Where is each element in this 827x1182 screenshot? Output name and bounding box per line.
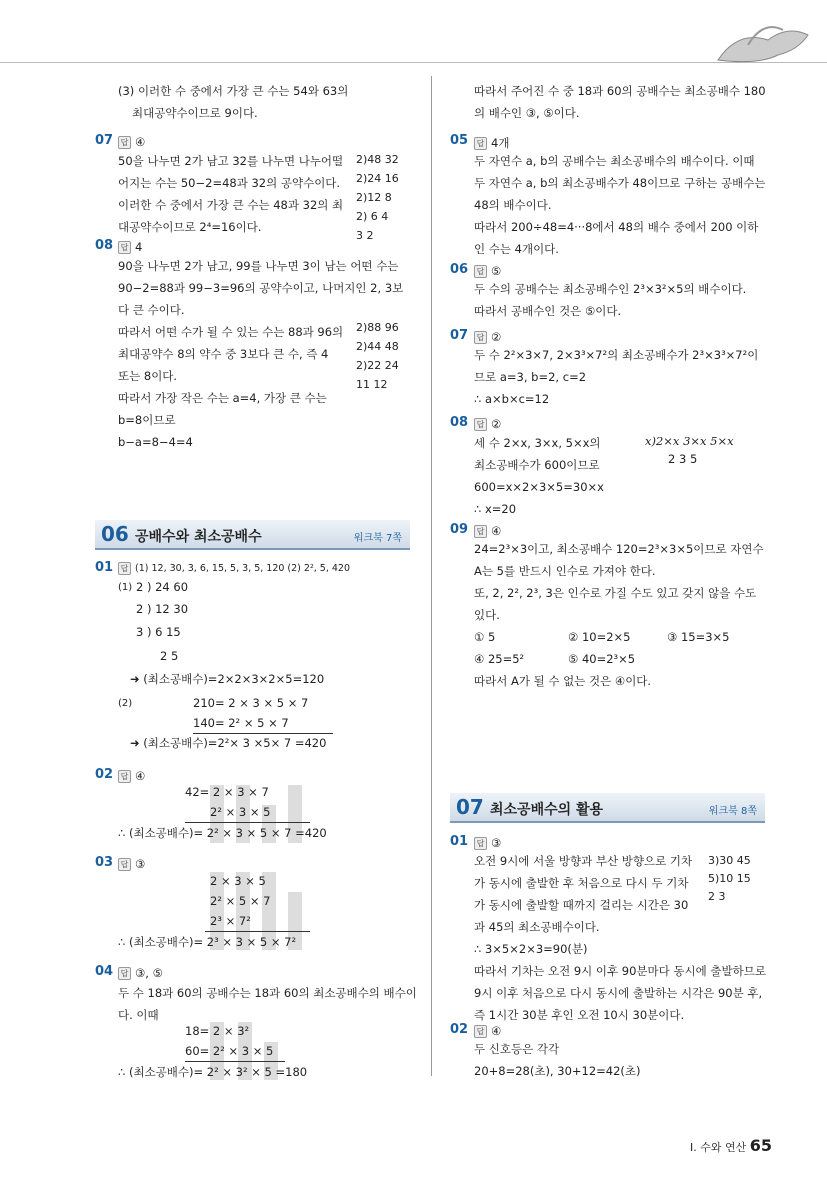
s06-q02-eq2: 2² × 3 × 5 <box>210 805 271 819</box>
q07-division: 2)48 32 2)24 16 2)12 8 2) 6 4 3 2 <box>356 153 399 242</box>
r-q09-options-a: ① 5 ④ 25=5² <box>474 630 525 666</box>
s06-q04-eq1: 18= 2 × 3² <box>185 1024 250 1038</box>
s06-q02-number: 02 <box>95 767 114 782</box>
r-q07-number: 07 <box>450 328 469 343</box>
s07-q01-number: 01 <box>450 834 469 849</box>
r-q06-answer: 답 ⑤ <box>474 264 501 278</box>
s06-q04-result: ∴ (최소공배수)= 2² × 3² × 5 =180 <box>118 1065 308 1079</box>
q07-answer: 답 ④ <box>118 135 145 149</box>
s06-q04-line1: 두 수 18과 60의 공배수는 18과 60의 최소공배수의 배수이 <box>118 986 417 1000</box>
dragon-logo-icon <box>708 20 818 70</box>
s06-q01-sub1: (1) <box>118 582 133 593</box>
q08-answer: 답 4 <box>118 240 142 254</box>
q08-number: 08 <box>95 238 114 253</box>
left-p3: (3) 이러한 수 중에서 가장 큰 수는 54와 63의 <box>118 84 349 98</box>
header-band <box>0 0 827 60</box>
s06-q04-answer: 답 ③, ⑤ <box>118 966 163 980</box>
r-q05-body: 두 자연수 a, b의 공배수는 최소공배수의 배수이다. 이때 두 자연수 a, b의 최소공배수가 48이므로 구하는 공배수는 48의 배수이다. 따라서 200÷48=4···8에서 48의 배수 중에서 200 이하 인 수는 4개이다. <box>474 154 766 256</box>
s07-q01-division: 3)30 45 5)10 15 2 3 <box>708 854 751 903</box>
s07-q01-answer: 답 ③ <box>474 836 501 850</box>
r-q09-options-c: ③ 15=3×5 <box>667 630 730 644</box>
r-q08-body: 세 수 2×x, 3×x, 5×x의 최소공배수가 600이므로 600=x×2×3×5=30×x ∴ x=20 <box>474 436 604 516</box>
r-q05-number: 05 <box>450 133 469 148</box>
r-q07-body: 두 수 2²×3×7, 2×3³×7²의 최소공배수가 2³×3³×7²이 므로 a=3, b=2, c=2 ∴ a×b×c=12 <box>474 348 759 406</box>
s06-q01-result2: ➜ (최소공배수)=2²× 3 ×5× 7 =420 <box>130 736 327 750</box>
r-q06-number: 06 <box>450 262 469 277</box>
s06-q03-rule <box>205 931 310 932</box>
left-p3b: 최대공약수이므로 9이다. <box>132 106 258 120</box>
q07-body: 50을 나누면 2가 남고 32를 나누면 나누어떨 어지는 수는 50−2=48과 32의 공약수이다. 이러한 수 중에서 가장 큰 수는 48과 32의 최 대공약수이므로 2⁴=16이다. <box>118 154 344 234</box>
r-q08-answer: 답 ② <box>474 417 501 431</box>
s06-q03-eq2: 2² × 5 × 7 <box>210 894 271 908</box>
q08-division: 2)88 96 2)44 48 2)22 24 11 12 <box>356 321 399 391</box>
s06-q03-eq3: 2³ × 7² <box>210 914 251 928</box>
s06-q01-row2: 2 ) 12 30 <box>136 602 189 616</box>
s06-q03-result: ∴ (최소공배수)= 2³ × 3 × 5 × 7² <box>118 935 297 949</box>
s06-q03-answer: 답 ③ <box>118 857 145 871</box>
column-divider <box>431 76 432 1076</box>
r-q09-options-b: ② 10=2×5 ⑤ 40=2³×5 <box>568 630 636 666</box>
s06-q01-number: 01 <box>95 560 114 575</box>
s07-q02-answer: 답 ④ <box>474 1024 501 1038</box>
r-q09-number: 09 <box>450 522 469 537</box>
r-q09-answer: 답 ④ <box>474 524 501 538</box>
s06-q04-rule <box>185 1061 285 1062</box>
s06-q01-result1: ➜ (최소공배수)=2×2×3×2×5=120 <box>130 672 325 686</box>
r-q06-body: 두 수의 공배수는 최소공배수인 2³×3²×5의 배수이다. 따라서 공배수인 것은 ⑤이다. <box>474 282 747 318</box>
s06-q04-line2: 다. 이때 <box>118 1008 159 1022</box>
r-q09-body: 24=2³×3이고, 최소공배수 120=2³×3×5이므로 자연수 A는 5를 반드시 인수로 가져야 한다. 또, 2, 2², 2³, 3은 인수로 가질 수도 있고 갖지 않을 수도 있다. <box>474 542 764 622</box>
r-q08-division1: x)2×x 3×x 5×x <box>645 434 734 448</box>
s07-q02-body: 두 신호등은 각각 20+8=28(초), 30+12=42(초) <box>474 1042 641 1078</box>
r-q08-number: 08 <box>450 415 469 430</box>
s06-q02-rule <box>185 822 310 823</box>
page-footer <box>690 1136 772 1155</box>
s06-q01-eq1: 210= 2 × 3 × 5 × 7 <box>193 696 309 710</box>
r-q07-answer: 답 ② <box>474 330 501 344</box>
s07-q01-body: 오전 9시에 서울 방향과 부산 방향으로 기차 가 동시에 출발한 후 처음으로 다시 두 기차 가 동시에 출발할 때까지 걸리는 시간은 30 과 45의 최소공배수이다. ∴ 3×5×2×3=90(분) 따라서 기차는 오전 9시 이후 90분마다 동시에 출발하므로 9시 이후 처음으로 다시 동시에 출발하는 시각은 90분 후, 즉 1시간 30분 후인 오전 10시 30분이다. <box>474 854 766 1022</box>
s06-q01-sub2: (2) <box>118 698 133 709</box>
q08-body: 90을 나누면 2가 남고, 99를 나누면 3이 남는 어떤 수는 90−2=88과 99−3=96의 공약수이고, 나머지인 2, 3보 다 큰 수이다. 따라서 어떤 수가 될 수 있는 수는 88과 96의 최대공약수 8의 약수 중 3보다 큰 수, 즉 4 또는 8이다. 따라서 가장 작은 수는 a=4, 가장 큰 수는 b=8이므로 b−a=8−4=4 <box>118 259 404 449</box>
section-06-header: 06 공배수와 최소공배수 워크북 7쪽 <box>95 520 410 550</box>
s06-q01-answer: 답 (1) 12, 30, 3, 6, 15, 5, 3, 5, 120 (2) 2², 5, 420 <box>118 562 350 575</box>
s06-q01-row4: 2 5 <box>160 649 179 663</box>
s06-q02-answer: 답 ④ <box>118 769 145 783</box>
s06-q01-row1: 2 ) 24 60 <box>136 580 189 594</box>
section-07-header: 07 최소공배수의 활용 워크북 8쪽 <box>450 793 765 823</box>
s06-q02-eq1: 42= 2 × 3 × 7 <box>185 785 269 799</box>
r-q09-conclusion: 따라서 A가 될 수 없는 것은 ④이다. <box>474 674 652 688</box>
page-number: 65 <box>749 1136 773 1155</box>
s06-q01-row3: 3 ) 6 15 <box>136 625 181 639</box>
s06-q04-number: 04 <box>95 964 114 979</box>
r-q08-division2: 2 3 5 <box>668 452 698 466</box>
s06-q03-eq1: 2 × 3 × 5 <box>210 874 266 888</box>
s06-q01-eq2: 140= 2² × 5 × 7 <box>193 716 289 730</box>
s06-q02-result: ∴ (최소공배수)= 2² × 3 × 5 × 7 =420 <box>118 826 327 840</box>
r-q05-answer: 답 4개 <box>474 135 509 151</box>
s07-q02-number: 02 <box>450 1022 469 1037</box>
q07-number: 07 <box>95 133 114 148</box>
right-top: 따라서 주어진 수 중 18과 60의 공배수는 최소공배수 180 의 배수인 ③, ⑤이다. <box>474 84 766 120</box>
s06-q03-number: 03 <box>95 855 114 870</box>
chapter-label: I. 수와 연산 <box>690 1141 747 1154</box>
s06-q04-eq2: 60= 2² × 3 × 5 <box>185 1044 274 1058</box>
header-rule <box>0 62 827 63</box>
